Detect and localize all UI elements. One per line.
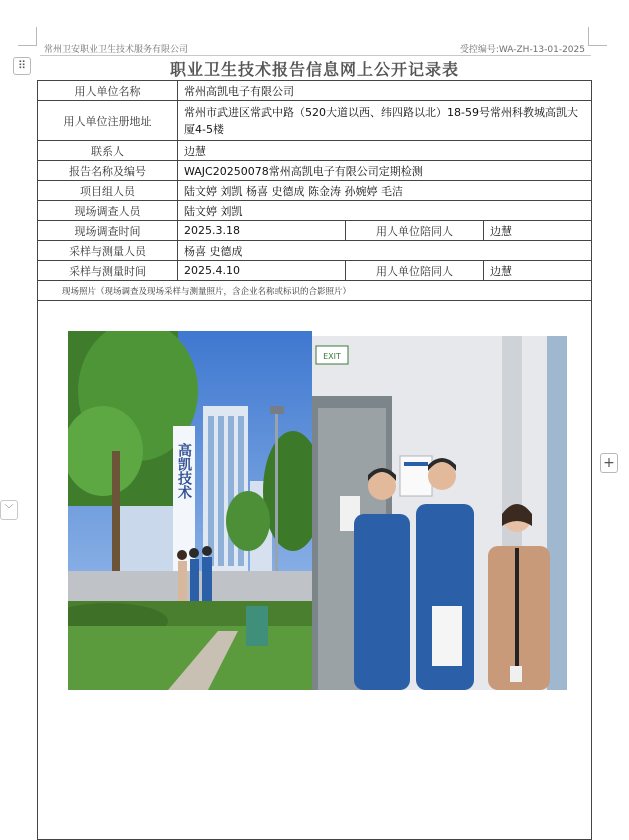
header-divider (40, 55, 591, 56)
sampling-escort-label: 用人单位陪同人 (346, 261, 484, 281)
survey-time-label: 现场调查时间 (38, 221, 178, 241)
header-org: 常州卫安职业卫生技术服务有限公司 (44, 45, 189, 55)
sampling-staff-value[interactable]: 杨喜 史德成 (178, 241, 592, 261)
sampling-escort-value[interactable]: 边慧 (484, 261, 592, 281)
exit-sign: EXIT (323, 352, 341, 361)
building-sign: 高凯技术 (176, 443, 192, 499)
contact-label: 联系人 (38, 141, 178, 161)
address-label: 用人单位注册地址 (38, 101, 178, 141)
header-code: 受控编号:WA-ZH-13-01-2025 (459, 45, 585, 55)
survey-time-value[interactable]: 2025.3.18 (178, 221, 346, 241)
survey-escort-value[interactable]: 边慧 (484, 221, 592, 241)
report-label: 报告名称及编号 (38, 161, 178, 181)
document-title: 职业卫生技术报告信息网上公开记录表 (169, 60, 459, 79)
chevron-down-icon[interactable]: ﹀ (0, 500, 18, 520)
survey-staff-label: 现场调查人员 (38, 201, 178, 221)
add-row-plus-icon[interactable]: + (600, 453, 618, 473)
report-value[interactable]: WAJC20250078常州高凯电子有限公司定期检测 (178, 161, 592, 181)
contact-value[interactable]: 边慧 (178, 141, 592, 161)
record-table (37, 80, 592, 301)
sampling-staff-label: 采样与测量人员 (38, 241, 178, 261)
survey-escort-label: 用人单位陪同人 (346, 221, 484, 241)
sampling-group-photo (312, 336, 567, 690)
address-value[interactable]: 常州市武进区常武中路（520大道以西、纬四路以北）18-59号常州科教城高凯大厦4-5楼 (178, 101, 592, 141)
table-move-handle-icon[interactable]: ⠿ (13, 57, 31, 75)
client-name-label: 用人单位名称 (38, 81, 178, 101)
survey-staff-value[interactable]: 陆文婷 刘凯 (178, 201, 592, 221)
site-survey-photo (68, 331, 312, 690)
crop-mark-top-right (588, 27, 607, 46)
sampling-time-value[interactable]: 2025.4.10 (178, 261, 346, 281)
team-label: 项目组人员 (38, 181, 178, 201)
crop-mark-top-left (18, 27, 37, 46)
team-value[interactable]: 陆文婷 刘凯 杨喜 史德成 陈金涛 孙婉婷 毛洁 (178, 181, 592, 201)
sampling-time-label: 采样与测量时间 (38, 261, 178, 281)
photo-caption: 现场照片（现场调查及现场采样与测量照片，含企业名称或标识的合影照片） (38, 281, 592, 301)
client-name-value[interactable]: 常州高凯电子有限公司 (178, 81, 592, 101)
